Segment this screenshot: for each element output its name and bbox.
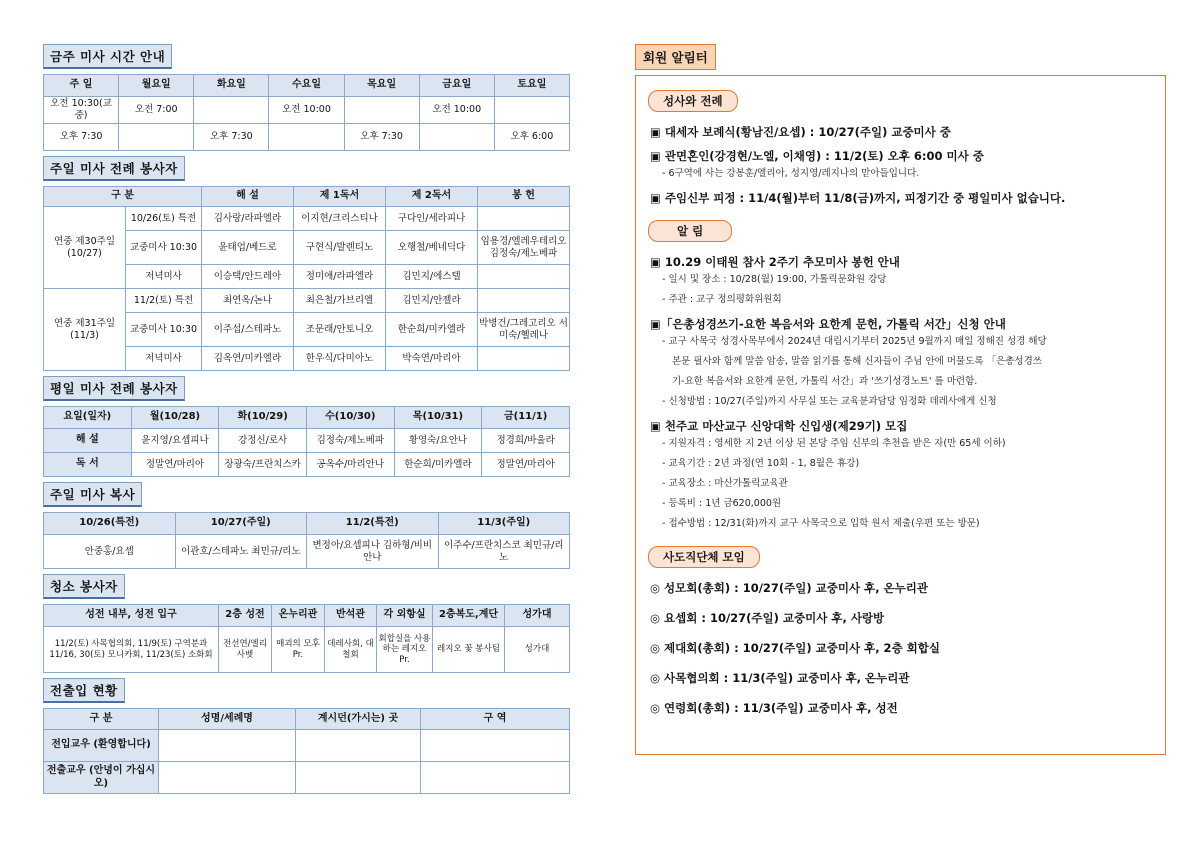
header-cell: 목(10/31)	[394, 407, 482, 429]
table-cell: 저녁미사	[126, 265, 202, 289]
table-cell: 11/2(토) 특전	[126, 289, 202, 313]
notice-detail: - 지원자격 : 영세한 지 2년 이상 된 본당 주임 신부의 추천을 받은 자(만 65세 이하)	[662, 438, 1006, 449]
announcements-tag: 알 림	[648, 220, 732, 242]
table-cell: 오후 7:30	[194, 124, 269, 151]
table-cell: 이승택/안드레아	[202, 265, 294, 289]
left-column	[43, 44, 570, 794]
table-cell: 구다인/세라피나	[386, 207, 478, 231]
header-cell: 토요일	[494, 75, 569, 97]
table-cell: 교중미사 10:30	[126, 313, 202, 347]
notice-detail: - 6구역에 사는 강봉훈/엘리아, 성지영/레지나의 맏아들입니다.	[662, 168, 920, 179]
table-cell	[194, 97, 269, 124]
table-cell: 임용경/엘레우테리오 김정숙/제노베파	[478, 231, 570, 265]
table-cell: 박숙연/마리아	[386, 347, 478, 371]
table-cell: 오후 6:00	[494, 124, 569, 151]
header-cell: 제 1독서	[294, 187, 386, 207]
table-cell: 교중미사 10:30	[126, 231, 202, 265]
table-header-row	[44, 709, 570, 730]
notice-board	[635, 75, 1166, 755]
table-cell	[344, 97, 419, 124]
right-column	[635, 44, 1166, 755]
header-cell: 봉 헌	[478, 187, 570, 207]
header-cell: 해 설	[202, 187, 294, 207]
header-cell: 2층 성전	[219, 605, 272, 627]
header-cell: 주 일	[44, 75, 119, 97]
table-cell: 전선연/엘리사벳	[219, 627, 272, 673]
row-header: 해 설	[44, 429, 132, 453]
sunday-servers-table	[43, 186, 570, 371]
meeting-item: ◎ 사목협의회 : 11/3(주일) 교중미사 후, 온누리관	[650, 671, 910, 685]
header-cell: 2층복도,계단	[433, 605, 505, 627]
table-row	[44, 535, 570, 569]
notice-detail: - 접수방법 : 12/31(화)까지 교구 사목국으로 입학 원서 제출(우편 또는 방문)	[662, 518, 980, 529]
table-cell	[159, 762, 296, 794]
table-cell	[478, 289, 570, 313]
header-cell: 구 분	[44, 187, 202, 207]
notice-item: ▣ 관면혼인(강경현/노엘, 이채영) : 11/2(토) 오후 6:00 미사 중	[650, 149, 984, 163]
header-cell: 성전 내부, 성전 입구	[44, 605, 219, 627]
apostolate-tag: 사도직단체 모임	[648, 546, 760, 568]
row-header: 독 서	[44, 453, 132, 477]
table-cell: 레지오 꽃 봉사팀	[433, 627, 505, 673]
table-row	[44, 429, 570, 453]
table-cell	[159, 730, 296, 762]
table-cell: 김민지/에스텔	[386, 265, 478, 289]
table-cell: 이관호/스테파노 최민규/리노	[175, 535, 307, 569]
table-cell: 조문래/안토니오	[294, 313, 386, 347]
notice-detail: 기-요한 복음서와 요한계 문헌, 가톨릭 서간」과 '쓰기성경노트' 를 마련함.	[672, 376, 978, 387]
header-cell: 금요일	[419, 75, 494, 97]
table-cell: 황영숙/요안나	[394, 429, 482, 453]
header-cell: 화요일	[194, 75, 269, 97]
notice-item: ▣ 주임신부 피정 : 11/4(월)부터 11/8(금)까지, 피정기간 중 평일미사 없습니다.	[650, 191, 1066, 205]
notice-detail: - 주관 : 교구 정의평화위원회	[662, 294, 782, 305]
table-row	[44, 207, 570, 231]
table-row	[44, 124, 570, 151]
sacraments-tag: 성사와 전례	[648, 90, 738, 112]
table-cell: 박병건/그레고리오 서미숙/헬레나	[478, 313, 570, 347]
cleaning-title: 청소 봉사자	[43, 574, 125, 599]
row-header: 전입교우 (환영합니다)	[44, 730, 159, 762]
table-cell	[478, 347, 570, 371]
table-cell: 오행철/베네딕다	[386, 231, 478, 265]
table-cell: 강정신/로사	[219, 429, 307, 453]
notice-board-title: 회원 알림터	[635, 44, 716, 70]
table-cell	[296, 730, 421, 762]
week-label: 연중 제31주일 (11/3)	[44, 289, 126, 371]
sunday-servers-title: 주일 미사 전례 봉사자	[43, 156, 185, 181]
table-cell	[421, 730, 570, 762]
table-cell: 장광숙/프란치스카	[219, 453, 307, 477]
table-cell: 안중홍/요셉	[44, 535, 176, 569]
table-cell: 변정아/요셉피나 김하형/비비안나	[307, 535, 439, 569]
header-cell: 제 2독서	[386, 187, 478, 207]
notice-detail: - 신청방법 : 10/27(주일)까지 사무실 또는 교육분과담당 임정화 데레사에게 신청	[662, 396, 997, 407]
table-cell: 최연옥/논나	[202, 289, 294, 313]
table-cell: 오전 7:00	[119, 97, 194, 124]
header-cell: 화(10/29)	[219, 407, 307, 429]
table-cell: 정말연/마리아	[482, 453, 570, 477]
header-cell: 구 역	[421, 709, 570, 730]
table-cell: 윤태업/베드로	[202, 231, 294, 265]
table-cell: 11/2(토) 사목협의회, 11/9(토) 구역분과 11/16, 30(토) 모니카회, 11/23(토) 소화회	[44, 627, 219, 673]
mass-time-title: 금주 미사 시간 안내	[43, 44, 172, 69]
header-cell: 월요일	[119, 75, 194, 97]
header-cell: 반석관	[325, 605, 377, 627]
table-row	[44, 762, 570, 794]
transfer-title: 전출입 현황	[43, 678, 125, 703]
table-cell: 오전 10:00	[269, 97, 344, 124]
meeting-item: ◎ 요셉회 : 10/27(주일) 교중미사 후, 사랑방	[650, 611, 885, 625]
table-header-row	[44, 75, 570, 97]
table-cell: 김민지/안젤라	[386, 289, 478, 313]
table-cell	[421, 762, 570, 794]
table-cell: 윤지영/요셉피나	[131, 429, 219, 453]
table-cell: 김옥연/미카엘라	[202, 347, 294, 371]
table-row	[44, 289, 570, 313]
table-cell: 매괴의 모후 Pr.	[272, 627, 325, 673]
table-cell: 이지현/크리스티나	[294, 207, 386, 231]
header-cell: 계시던(가시는) 곳	[296, 709, 421, 730]
table-cell	[478, 207, 570, 231]
weekday-servers-title: 평일 미사 전례 봉사자	[43, 376, 185, 401]
table-cell: 구현식/발렌티노	[294, 231, 386, 265]
week-label: 연중 제30주일 (10/27)	[44, 207, 126, 289]
table-cell: 한순희/미카엘라	[386, 313, 478, 347]
notice-item: ▣ 대세자 보례식(황남진/요셉) : 10/27(주일) 교중미사 중	[650, 125, 951, 139]
table-row	[44, 453, 570, 477]
header-cell: 요일(일자)	[44, 407, 132, 429]
transfer-table	[43, 708, 570, 794]
header-cell: 목요일	[344, 75, 419, 97]
table-row	[44, 627, 570, 673]
altar-servers-title: 주일 미사 복사	[43, 482, 142, 507]
table-cell: 저녁미사	[126, 347, 202, 371]
header-cell: 10/27(주일)	[175, 513, 307, 535]
table-cell: 10/26(토) 특전	[126, 207, 202, 231]
table-header-row	[44, 513, 570, 535]
table-row	[44, 97, 570, 124]
table-cell: 오후 7:30	[344, 124, 419, 151]
notice-item: ▣「은총성경쓰기-요한 복음서와 요한계 문헌, 가톨릭 서간」신청 안내	[650, 317, 1006, 331]
table-cell: 정미애/라파엘라	[294, 265, 386, 289]
notice-item: ▣ 천주교 마산교구 신앙대학 신입생(제29기) 모집	[650, 419, 908, 433]
table-cell: 오후 7:30	[44, 124, 119, 151]
notice-detail: - 교구 사목국 성경사목부에서 2024년 대림시기부터 2025년 9월까지 매일 정해진 성경 해당	[662, 336, 1047, 347]
table-cell: 최은철/가브리엘	[294, 289, 386, 313]
header-cell: 수요일	[269, 75, 344, 97]
notice-detail: - 교육기간 : 2년 과정(연 10회 - 1, 8월은 휴강)	[662, 458, 860, 469]
table-cell: 오전 10:30(교중)	[44, 97, 119, 124]
table-header-row	[44, 407, 570, 429]
mass-time-table	[43, 74, 570, 151]
header-cell: 성가대	[505, 605, 570, 627]
table-cell: 한순희/미카엘라	[394, 453, 482, 477]
table-cell: 성가대	[505, 627, 570, 673]
notice-detail: - 교육장소 : 마산가톨릭교육관	[662, 478, 788, 489]
table-cell: 이주섭/스테파노	[202, 313, 294, 347]
notice-item: ▣ 10.29 이태원 참사 2주기 추모미사 봉헌 안내	[650, 255, 900, 269]
header-cell: 10/26(특전)	[44, 513, 176, 535]
table-cell: 한우식/다미아노	[294, 347, 386, 371]
notice-detail: - 일시 및 장소 : 10/28(월) 19:00, 가톨릭문화원 강당	[662, 274, 887, 285]
table-cell	[494, 97, 569, 124]
table-header-row	[44, 605, 570, 627]
header-cell: 성명/세례명	[159, 709, 296, 730]
cleaning-table	[43, 604, 570, 673]
header-cell: 금(11/1)	[482, 407, 570, 429]
header-cell: 온누리관	[272, 605, 325, 627]
header-cell: 11/2(특전)	[307, 513, 439, 535]
table-row	[44, 730, 570, 762]
table-header-row	[44, 187, 570, 207]
table-cell: 데레사회, 대철회	[325, 627, 377, 673]
table-cell: 회합실을 사용하는 레지오 Pr.	[377, 627, 433, 673]
weekday-servers-table	[43, 406, 570, 477]
header-cell: 수(10/30)	[306, 407, 394, 429]
header-cell: 각 외항실	[377, 605, 433, 627]
table-cell	[119, 124, 194, 151]
table-cell: 오전 10:00	[419, 97, 494, 124]
table-cell	[419, 124, 494, 151]
table-cell	[296, 762, 421, 794]
table-cell: 김사랑/라파엘라	[202, 207, 294, 231]
row-header: 전출교우 (안녕이 가십시오)	[44, 762, 159, 794]
table-cell: 김정숙/제노베파	[306, 429, 394, 453]
meeting-item: ◎ 제대회(총회) : 10/27(주일) 교중미사 후, 2층 회합실	[650, 641, 941, 655]
table-cell: 정말연/마리아	[131, 453, 219, 477]
notice-detail: 본문 필사와 함께 말씀 암송, 말씀 읽기를 통해 신자들이 주님 안에 머물도록 「은총성경쓰	[672, 356, 1042, 367]
header-cell: 월(10/28)	[131, 407, 219, 429]
table-cell	[269, 124, 344, 151]
table-cell: 공옥수/마리안나	[306, 453, 394, 477]
altar-servers-table	[43, 512, 570, 569]
notice-detail: - 등록비 : 1년 금620,000원	[662, 498, 782, 509]
table-cell	[478, 265, 570, 289]
meeting-item: ◎ 성모회(총회) : 10/27(주일) 교중미사 후, 온누리관	[650, 581, 928, 595]
table-cell: 정경희/바울라	[482, 429, 570, 453]
meeting-item: ◎ 연령회(총회) : 11/3(주일) 교중미사 후, 성전	[650, 701, 898, 715]
header-cell: 구 분	[44, 709, 159, 730]
header-cell: 11/3(주일)	[438, 513, 570, 535]
table-cell: 이주수/프란치스코 최민규/리노	[438, 535, 570, 569]
